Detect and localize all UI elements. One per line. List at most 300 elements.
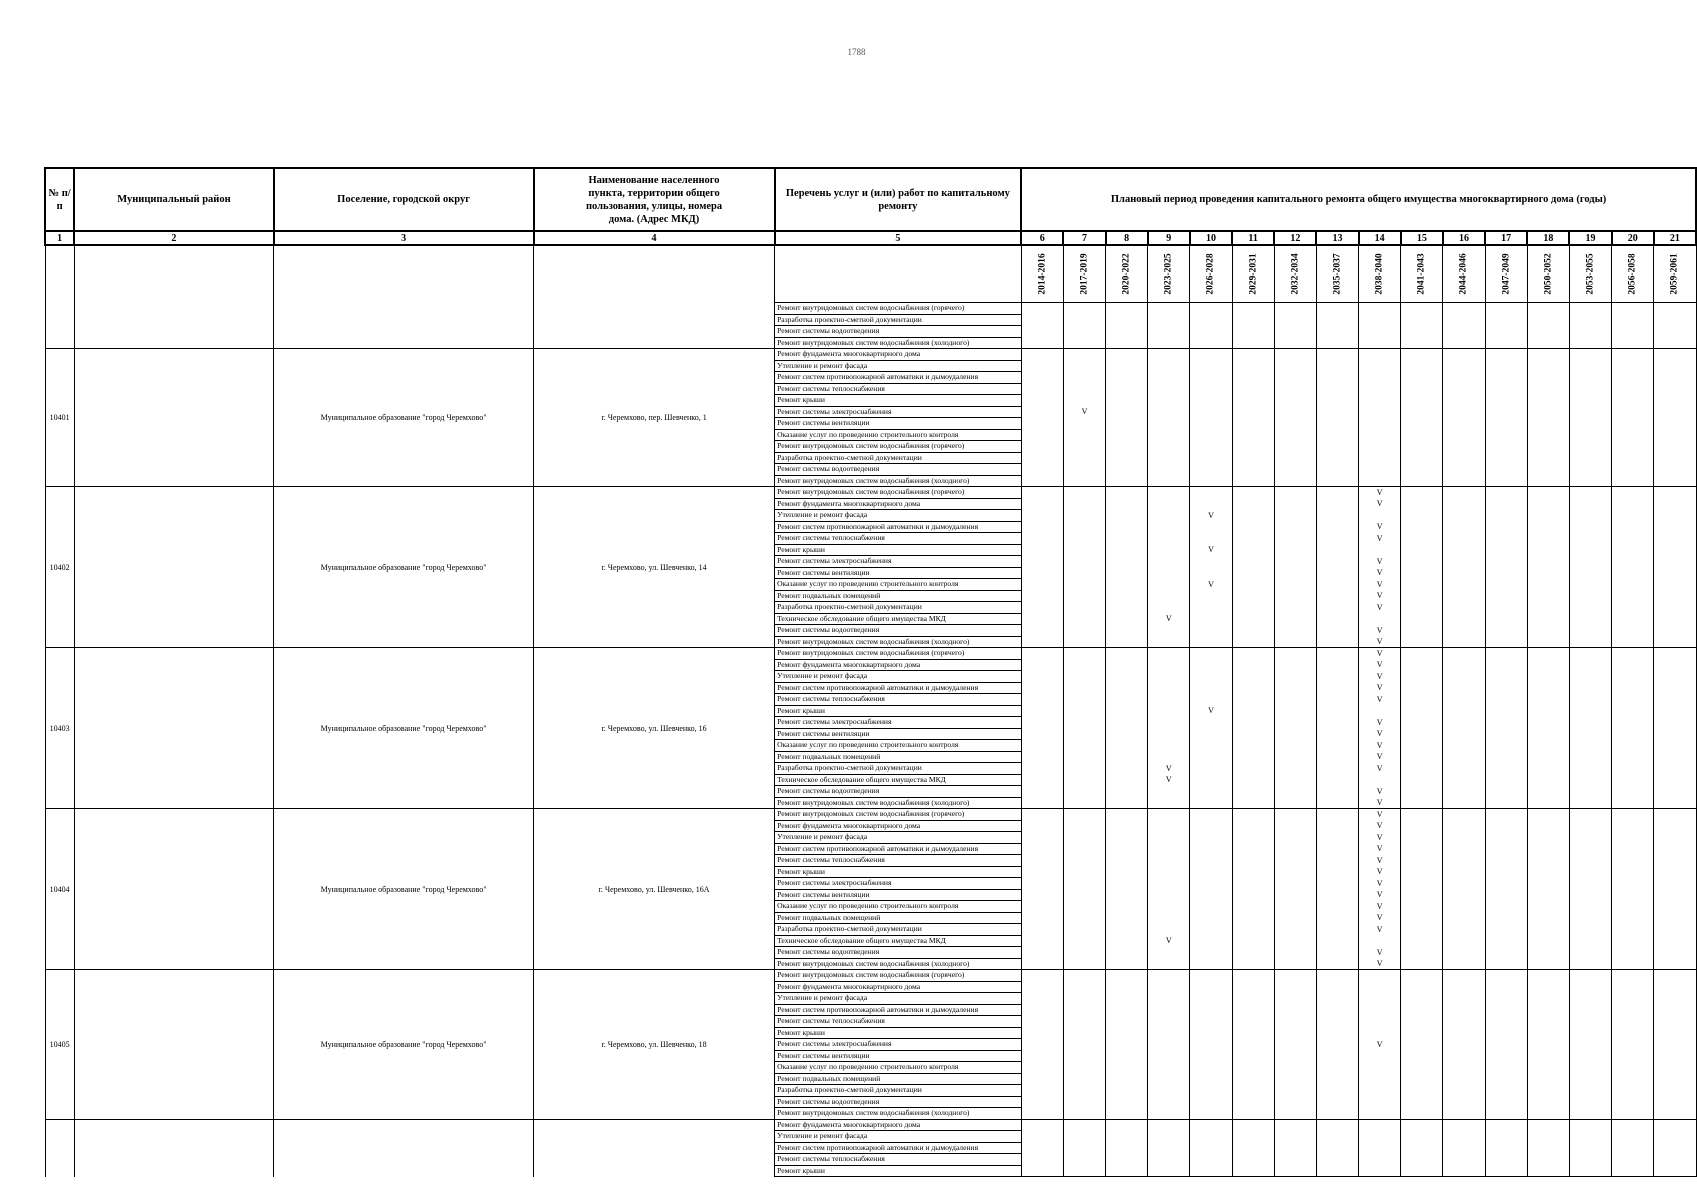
period-cell — [1190, 464, 1232, 476]
period-cell — [1316, 901, 1358, 913]
period-cell — [1654, 314, 1696, 326]
period-cell — [1021, 878, 1063, 890]
period-cell — [1654, 1062, 1696, 1074]
period-cell — [1190, 533, 1232, 545]
period-cell — [1190, 1027, 1232, 1039]
period-cell — [1401, 636, 1443, 648]
year-period-label: 2038-2040 — [1374, 253, 1385, 295]
period-cell — [1148, 832, 1190, 844]
period-cell — [1232, 1131, 1274, 1143]
period-cell — [1612, 464, 1654, 476]
period-cell — [1654, 797, 1696, 809]
period-cell — [1443, 866, 1485, 878]
period-cell — [1190, 843, 1232, 855]
period-cell — [1190, 648, 1232, 660]
period-cell — [1106, 947, 1148, 959]
period-cell — [1569, 1050, 1611, 1062]
period-cell — [1569, 452, 1611, 464]
period-cell — [1190, 613, 1232, 625]
period-cell — [1274, 935, 1316, 947]
period-cell — [1063, 326, 1105, 338]
period-cell — [1021, 659, 1063, 671]
period-cell — [1569, 602, 1611, 614]
period-cell — [1021, 395, 1063, 407]
period-cell — [1148, 970, 1190, 982]
period-cell — [1316, 1142, 1358, 1154]
period-cell — [1569, 993, 1611, 1005]
period-cell — [1359, 694, 1401, 706]
period-cell — [1021, 383, 1063, 395]
period-cell — [1274, 763, 1316, 775]
period-cell — [1612, 544, 1654, 556]
period-cell — [1401, 832, 1443, 844]
period-cell — [1274, 1073, 1316, 1085]
column-number-8: 8 — [1106, 231, 1148, 245]
period-cell — [1612, 1096, 1654, 1108]
table-row — [45, 487, 1696, 499]
period-cell — [1021, 970, 1063, 982]
period-cell — [1232, 935, 1274, 947]
period-cell — [1148, 406, 1190, 418]
period-cell — [1148, 326, 1190, 338]
period-cell — [1232, 590, 1274, 602]
period-cell — [1443, 751, 1485, 763]
period-cell — [1359, 349, 1401, 361]
table-row — [45, 648, 1696, 660]
period-cell — [1021, 452, 1063, 464]
period-cell — [1569, 1073, 1611, 1085]
period-cell — [1612, 383, 1654, 395]
period-cell — [1527, 1096, 1569, 1108]
period-cell — [1654, 774, 1696, 786]
period-cell — [1527, 521, 1569, 533]
period-cell — [1527, 487, 1569, 499]
period-cell — [1654, 406, 1696, 418]
period-cell — [1485, 832, 1527, 844]
period-cell — [1485, 510, 1527, 522]
period-cell — [1359, 590, 1401, 602]
period-cell — [1359, 406, 1401, 418]
period-cell — [1654, 464, 1696, 476]
period-cell — [1485, 1039, 1527, 1051]
period-cell — [1359, 625, 1401, 637]
period-cell — [1232, 878, 1274, 890]
column-number-14: 14 — [1359, 231, 1401, 245]
period-cell — [1359, 993, 1401, 1005]
period-cell — [1401, 395, 1443, 407]
period-cell — [1443, 843, 1485, 855]
period-cell — [1232, 510, 1274, 522]
period-cell — [1232, 326, 1274, 338]
period-cell — [1654, 728, 1696, 740]
period-cell — [1401, 843, 1443, 855]
period-cell — [1443, 797, 1485, 809]
year-period-header — [1359, 245, 1401, 303]
work-item: Ремонт системы теплоснабжения — [775, 694, 1022, 706]
period-cell — [1021, 843, 1063, 855]
period-cell — [1612, 567, 1654, 579]
work-item: Разработка проектно-сметной документации — [775, 763, 1022, 775]
period-cell — [1443, 659, 1485, 671]
work-item: Ремонт крыши — [775, 866, 1022, 878]
period-cell — [1401, 602, 1443, 614]
period-cell — [1527, 1131, 1569, 1143]
period-cell — [1612, 901, 1654, 913]
period-cell — [1274, 717, 1316, 729]
period-cell — [1106, 383, 1148, 395]
district-cell — [74, 648, 273, 809]
period-cell — [1021, 694, 1063, 706]
work-item: Ремонт внутридомовых систем водоснабжения (холодного) — [775, 958, 1022, 970]
period-cell — [1190, 774, 1232, 786]
period-cell — [1485, 659, 1527, 671]
period-cell — [1148, 314, 1190, 326]
period-cell — [1359, 475, 1401, 487]
period-cell — [1569, 797, 1611, 809]
period-cell — [1063, 1039, 1105, 1051]
period-cell — [1359, 1004, 1401, 1016]
period-cell — [1485, 521, 1527, 533]
period-cell — [1106, 510, 1148, 522]
work-item: Ремонт крыши — [775, 705, 1022, 717]
period-cell — [1654, 659, 1696, 671]
period-cell — [1190, 1004, 1232, 1016]
district-cell — [74, 349, 273, 487]
work-item: Ремонт системы теплоснабжения — [775, 1154, 1022, 1166]
period-cell — [1401, 567, 1443, 579]
period-cell — [1316, 636, 1358, 648]
period-cell — [1274, 820, 1316, 832]
period-cell — [1485, 303, 1527, 315]
period-cell — [1443, 590, 1485, 602]
planned-mark: V — [1376, 579, 1383, 589]
period-cell — [1401, 625, 1443, 637]
period-cell — [1527, 1073, 1569, 1085]
period-cell — [1021, 671, 1063, 683]
period-cell — [1232, 475, 1274, 487]
period-cell — [1359, 855, 1401, 867]
period-cell — [1316, 1039, 1358, 1051]
period-cell — [1316, 406, 1358, 418]
period-cell — [1190, 993, 1232, 1005]
period-cell — [1654, 452, 1696, 464]
period-cell — [1316, 602, 1358, 614]
period-cell — [1232, 809, 1274, 821]
period-cell — [1443, 1154, 1485, 1166]
period-cell — [1569, 625, 1611, 637]
period-cell — [1527, 843, 1569, 855]
period-cell — [1106, 372, 1148, 384]
period-cell — [1443, 498, 1485, 510]
period-cell — [1527, 1016, 1569, 1028]
work-item: Ремонт системы электроснабжения — [775, 717, 1022, 729]
column-number-21: 21 — [1654, 231, 1696, 245]
period-cell — [1443, 544, 1485, 556]
period-cell — [1612, 797, 1654, 809]
period-cell — [1359, 682, 1401, 694]
period-cell — [1148, 1073, 1190, 1085]
period-cell — [1148, 625, 1190, 637]
period-cell — [1443, 763, 1485, 775]
period-cell — [1443, 901, 1485, 913]
column-number-6: 6 — [1021, 231, 1063, 245]
period-cell — [1612, 314, 1654, 326]
period-cell — [1274, 1108, 1316, 1120]
period-cell — [1232, 360, 1274, 372]
period-cell — [1527, 958, 1569, 970]
period-cell — [1316, 1085, 1358, 1097]
period-cell — [1021, 1108, 1063, 1120]
period-cell — [1063, 728, 1105, 740]
period-cell — [1359, 843, 1401, 855]
work-item: Ремонт подвальных помещений — [775, 751, 1022, 763]
period-cell — [1612, 832, 1654, 844]
period-cell — [1401, 590, 1443, 602]
work-item: Разработка проектно-сметной документации — [775, 602, 1022, 614]
work-item: Ремонт системы водоотведения — [775, 464, 1022, 476]
period-cell — [1021, 1154, 1063, 1166]
period-cell — [1612, 786, 1654, 798]
period-cell — [1527, 464, 1569, 476]
period-cell — [1527, 671, 1569, 683]
period-cell — [1232, 533, 1274, 545]
period-cell — [1190, 1050, 1232, 1062]
period-cell — [1190, 636, 1232, 648]
header-col-period: Плановый период проведения капитального ремонта общего имущества многоквартирного дома (годы) — [1021, 168, 1696, 231]
period-cell — [1401, 510, 1443, 522]
work-item: Ремонт подвальных помещений — [775, 590, 1022, 602]
period-cell — [1021, 947, 1063, 959]
period-cell — [1232, 521, 1274, 533]
period-cell — [1569, 464, 1611, 476]
period-cell — [1527, 648, 1569, 660]
period-cell — [1654, 763, 1696, 775]
period-cell — [1401, 947, 1443, 959]
period-cell — [1359, 418, 1401, 430]
period-cell — [1316, 889, 1358, 901]
period-cell — [1316, 809, 1358, 821]
period-cell — [1063, 418, 1105, 430]
period-cell — [1527, 383, 1569, 395]
period-cell — [1569, 947, 1611, 959]
column-number-20: 20 — [1612, 231, 1654, 245]
period-cell — [1274, 383, 1316, 395]
period-cell — [1569, 636, 1611, 648]
period-cell — [1359, 958, 1401, 970]
planned-mark: V — [1376, 649, 1383, 658]
period-cell — [1527, 740, 1569, 752]
period-cell — [1527, 1004, 1569, 1016]
period-cell — [1485, 395, 1527, 407]
period-cell — [1485, 383, 1527, 395]
period-cell — [1359, 487, 1401, 499]
period-cell — [1232, 406, 1274, 418]
period-cell — [1527, 1085, 1569, 1097]
period-cell — [1443, 935, 1485, 947]
period-cell — [1527, 832, 1569, 844]
period-cell — [1612, 533, 1654, 545]
period-cell — [1232, 498, 1274, 510]
work-item: Ремонт системы электроснабжения — [775, 406, 1022, 418]
period-cell — [1654, 337, 1696, 349]
period-cell — [1485, 843, 1527, 855]
work-item: Утепление и ремонт фасада — [775, 832, 1022, 844]
period-cell — [1359, 1165, 1401, 1177]
period-cell — [1190, 786, 1232, 798]
period-cell — [1063, 682, 1105, 694]
period-cell — [1401, 544, 1443, 556]
period-cell — [1401, 648, 1443, 660]
period-cell — [1232, 705, 1274, 717]
period-cell — [1443, 947, 1485, 959]
period-cell — [1569, 717, 1611, 729]
period-cell — [1063, 855, 1105, 867]
period-cell — [1443, 1085, 1485, 1097]
work-item: Ремонт системы вентиляции — [775, 418, 1022, 430]
period-cell — [1401, 694, 1443, 706]
period-cell — [1569, 924, 1611, 936]
period-cell — [1569, 406, 1611, 418]
period-cell — [1063, 625, 1105, 637]
period-cell — [1654, 809, 1696, 821]
period-cell — [1569, 349, 1611, 361]
period-cell — [1401, 1154, 1443, 1166]
period-cell — [1401, 763, 1443, 775]
period-cell — [1612, 763, 1654, 775]
address-cell: г. Черемхово, ул. Шевченко, 14 — [534, 487, 775, 648]
work-item: Ремонт внутридомовых систем водоснабжения (горячего) — [775, 441, 1022, 453]
period-cell — [1316, 797, 1358, 809]
period-cell — [1021, 751, 1063, 763]
period-cell — [1654, 740, 1696, 752]
period-cell — [1527, 441, 1569, 453]
period-cell — [1485, 694, 1527, 706]
period-cell — [1569, 372, 1611, 384]
period-cell — [1359, 947, 1401, 959]
period-cell — [1359, 889, 1401, 901]
period-cell — [1443, 694, 1485, 706]
work-item: Ремонт внутридомовых систем водоснабжения (горячего) — [775, 303, 1022, 315]
period-cell — [1359, 372, 1401, 384]
period-cell — [1401, 705, 1443, 717]
period-cell — [1148, 958, 1190, 970]
period-cell — [1063, 1165, 1105, 1177]
period-cell — [1485, 441, 1527, 453]
period-cell — [1232, 970, 1274, 982]
period-cell — [1190, 441, 1232, 453]
period-cell — [1443, 740, 1485, 752]
period-cell — [1485, 533, 1527, 545]
period-cell — [1359, 774, 1401, 786]
period-cell — [1274, 510, 1316, 522]
period-cell — [1485, 418, 1527, 430]
period-cell — [1274, 682, 1316, 694]
period-cell — [1569, 878, 1611, 890]
period-cell — [1274, 1154, 1316, 1166]
period-cell — [1612, 406, 1654, 418]
period-cell — [1443, 993, 1485, 1005]
period-cell — [1443, 889, 1485, 901]
column-number-19: 19 — [1569, 231, 1611, 245]
period-cell — [1232, 958, 1274, 970]
work-item: Техническое обследование общего имущества МКД — [775, 613, 1022, 625]
period-cell — [1063, 993, 1105, 1005]
period-cell — [1021, 901, 1063, 913]
planned-mark: V — [1376, 1039, 1383, 1049]
period-cell — [1485, 1027, 1527, 1039]
period-cell — [1063, 1073, 1105, 1085]
page-number: 1788 — [847, 47, 866, 57]
period-cell — [1485, 1096, 1527, 1108]
period-cell — [1232, 912, 1274, 924]
period-cell — [1148, 464, 1190, 476]
period-cell — [1190, 694, 1232, 706]
period-cell — [1401, 889, 1443, 901]
period-cell — [1063, 659, 1105, 671]
period-cell — [1569, 740, 1611, 752]
period-cell — [1359, 1016, 1401, 1028]
period-cell — [1063, 360, 1105, 372]
period-cell — [1443, 832, 1485, 844]
period-cell — [1359, 360, 1401, 372]
period-cell — [1401, 303, 1443, 315]
period-cell — [1527, 1027, 1569, 1039]
period-cell — [1612, 1154, 1654, 1166]
period-cell — [1612, 981, 1654, 993]
period-cell — [1359, 1119, 1401, 1131]
period-cell — [1232, 579, 1274, 591]
period-cell — [1654, 970, 1696, 982]
period-cell — [1443, 613, 1485, 625]
address-cell: г. Черемхово, ул. Шевченко, 18 — [534, 970, 775, 1120]
period-cell — [1106, 1039, 1148, 1051]
period-cell — [1063, 763, 1105, 775]
period-cell — [1106, 694, 1148, 706]
period-cell — [1654, 901, 1696, 913]
period-cell — [1021, 464, 1063, 476]
period-cell — [1274, 774, 1316, 786]
period-cell — [1527, 659, 1569, 671]
period-cell — [1527, 1142, 1569, 1154]
planned-mark: V — [1376, 763, 1383, 773]
period-cell — [1021, 1027, 1063, 1039]
work-item: Ремонт фундамента многоквартирного дома — [775, 349, 1022, 361]
period-cell — [1527, 510, 1569, 522]
period-cell — [1148, 1096, 1190, 1108]
period-cell — [1148, 935, 1190, 947]
period-cell — [1612, 1062, 1654, 1074]
year-period-header — [1063, 245, 1105, 303]
period-cell — [1654, 866, 1696, 878]
period-cell — [1148, 947, 1190, 959]
period-cell — [1232, 694, 1274, 706]
period-cell — [1401, 1108, 1443, 1120]
period-cell — [1527, 429, 1569, 441]
period-cell — [1021, 1142, 1063, 1154]
row-number: 10403 — [45, 648, 74, 809]
period-cell — [1527, 498, 1569, 510]
period-cell — [1063, 1108, 1105, 1120]
period-cell — [1063, 1096, 1105, 1108]
period-cell — [1654, 1085, 1696, 1097]
period-cell — [1316, 567, 1358, 579]
period-cell — [1274, 395, 1316, 407]
period-cell — [1485, 314, 1527, 326]
period-cell — [1612, 1119, 1654, 1131]
period-cell — [1316, 314, 1358, 326]
period-cell — [1316, 487, 1358, 499]
period-cell — [1612, 326, 1654, 338]
